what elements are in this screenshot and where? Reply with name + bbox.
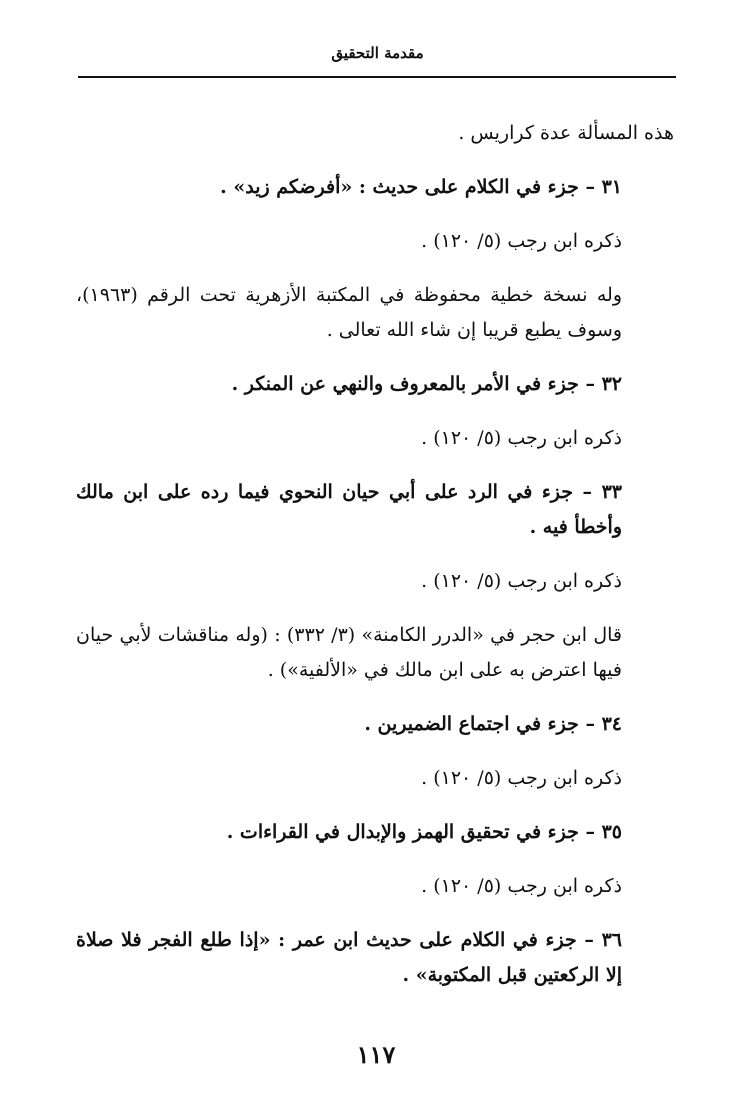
paragraph-continuation: هذه المسألة عدة كراريس .: [458, 122, 674, 144]
entry-31-citation: ذكره ابن رجب (٥/ ١٢٠) .: [421, 230, 622, 252]
page-number: ١١٧: [356, 1040, 396, 1069]
running-title: مقدمة التحقيق: [331, 44, 424, 62]
entry-34-citation: ذكره ابن رجب (٥/ ١٢٠) .: [421, 767, 622, 789]
entry-33-citation: ذكره ابن رجب (٥/ ١٢٠) .: [421, 570, 622, 592]
entry-32-title: ٣٢ – جزء في الأمر بالمعروف والنهي عن المنكر .: [231, 373, 622, 395]
entry-31-title: ٣١ – جزء في الكلام على حديث : «أفرضكم زيد» .: [220, 176, 622, 198]
entry-33-note: قال ابن حجر في «الدرر الكامنة» (٣/ ٣٣٢) : (وله مناقشات لأبي حيان فيها اعترض به على ابن مالك في «الألفية») .: [76, 624, 622, 681]
body-text: [76, 116, 674, 993]
entry-35-citation: ذكره ابن رجب (٥/ ١٢٠) .: [421, 875, 622, 897]
header-rule: [78, 76, 676, 78]
entry-33-title: ٣٣ – جزء في الرد على أبي حيان النحوي فيما رده على ابن مالك وأخطأ فيه .: [76, 481, 622, 538]
entry-32-citation: ذكره ابن رجب (٥/ ١٢٠) .: [421, 427, 622, 449]
entry-36-title: ٣٦ – جزء في الكلام على حديث ابن عمر : «إذا طلع الفجر فلا صلاة إلا الركعتين قبل المكتوبة» .: [76, 929, 622, 986]
entry-35-title: ٣٥ – جزء في تحقيق الهمز والإبدال في القراءات .: [226, 821, 622, 843]
entry-31-note: وله نسخة خطية محفوظة في المكتبة الأزهرية تحت الرقم (١٩٦٣)، وسوف يطبع قريبا إن شاء الله تعالى .: [76, 284, 622, 341]
entry-34-title: ٣٤ – جزء في اجتماع الضميرين .: [364, 713, 622, 735]
